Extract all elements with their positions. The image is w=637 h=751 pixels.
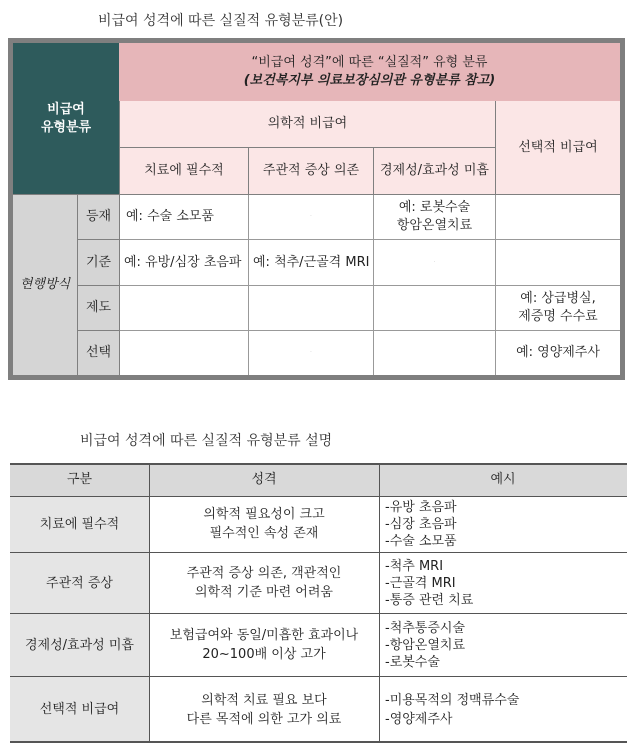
- main-header-title: “비급여 성격”에 따른 “실질적” 유형 분류: [251, 55, 488, 70]
- header-example: 예시: [490, 472, 516, 487]
- medical-noncovered-header: 의학적 비급여: [120, 101, 495, 147]
- grid-line: [120, 239, 620, 240]
- row-nature: 의학적 필요성이 크고 필수적인 속성 존재: [203, 507, 325, 541]
- table-border: [10, 676, 627, 677]
- cell-standard-subjective: 예: 척추/근골격 MRI: [253, 254, 370, 270]
- header-nature: 성격: [251, 472, 277, 487]
- current-method-label: 현행방식: [13, 195, 77, 375]
- empty-cell-mark: ·: [310, 349, 312, 356]
- cell-standard-essential: 예: 유방/심장 초음파: [124, 254, 242, 270]
- table1-title: 비급여 성격에 따른 실질적 유형분류(안): [98, 13, 344, 29]
- cell-registered-economic: 예: 로봇수술 항암온열치료: [396, 200, 473, 233]
- row-category: 선택적 비급여: [39, 702, 120, 717]
- table-border: [10, 463, 627, 465]
- cell-system-selective: 예: 상급병실, 제증명 수수료: [518, 291, 598, 324]
- empty-cell-mark: ·: [310, 213, 312, 220]
- empty-cell-mark: ·: [433, 258, 436, 266]
- row-nature: 주관적 증상 의존, 객관적인 의학적 기준 마련 어려움: [186, 566, 342, 600]
- cell-choice-selective: 예: 영양제주사: [516, 345, 600, 360]
- col-essential-header: 치료에 필수적: [120, 148, 248, 194]
- col-economic-header: 경제성/효과성 미흡: [374, 148, 495, 194]
- col-subjective-header: 주관적 증상 의존: [249, 148, 373, 194]
- type-classification-header: 비급여 유형분류: [13, 43, 119, 194]
- table-border: [10, 613, 627, 614]
- table-border: [379, 463, 380, 743]
- table-border: [10, 741, 627, 743]
- main-header-subtitle: (보건복지부 의료보장심의관 유형분류 참고): [243, 73, 496, 88]
- main-header: [119, 43, 620, 101]
- row-label-registered: 등재: [78, 195, 119, 239]
- row-nature: 보험급여와 동일/미흡한 효과이나 20~100배 이상 고가: [169, 628, 359, 662]
- row-category: 치료에 필수적: [39, 516, 120, 532]
- row-example: -유방 초음파 -심장 초음파 -수술 소모품: [385, 499, 457, 549]
- row-example: -미용목적의 정맥류수술 -영양제주사: [385, 692, 520, 727]
- row-label-standard: 기준: [78, 240, 119, 285]
- row-example: -척추통증시술 -항암온열치료 -로봇수술: [385, 620, 466, 670]
- row-nature: 의학적 치료 필요 보다 다른 목적에 의한 고가 의료: [186, 692, 342, 727]
- grid-line: [120, 285, 620, 286]
- row-category: 주관적 증상: [46, 575, 113, 591]
- table-border: [149, 463, 150, 743]
- classification-table: [8, 38, 625, 380]
- description-table: [10, 463, 627, 743]
- row-example: -척추 MRI -근골격 MRI -통증 관련 치료: [385, 558, 474, 608]
- header-category: 구분: [66, 472, 93, 487]
- selective-noncovered-header: 선택적 비급여: [496, 101, 620, 194]
- table-border: [10, 496, 627, 497]
- table-border: [10, 552, 627, 553]
- table2-title: 비급여 성격에 따른 실질적 유형분류 설명: [80, 433, 333, 449]
- row-label-system: 제도: [78, 286, 119, 330]
- row-category: 경제성/효과성 미흡: [25, 637, 134, 653]
- cell-registered-essential: 예: 수술 소모품: [126, 209, 214, 224]
- row-label-choice: 선택: [78, 331, 119, 375]
